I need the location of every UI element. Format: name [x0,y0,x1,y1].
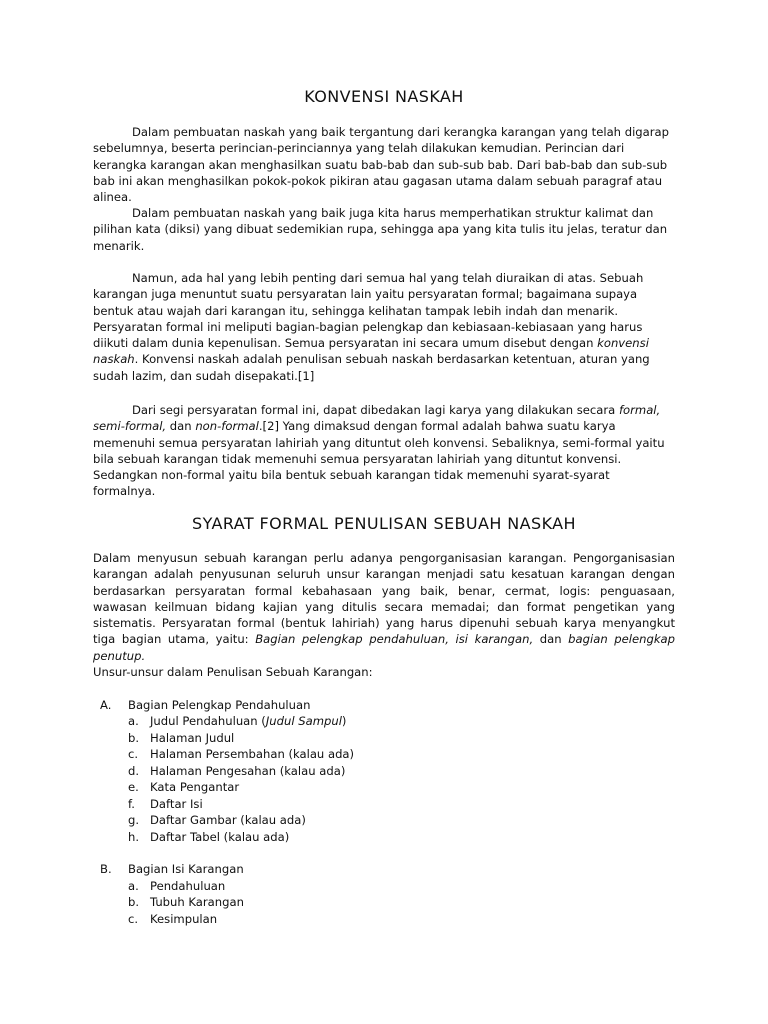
list-letter: h. [128,830,140,844]
list-item-text-end: ) [341,714,347,728]
paragraph-4-text-end: .[2] Yang dimaksud dengan formal adalah bahwa suatu karya memenuhi semua persyaratan lahiriah yang dituntut oleh konvensi. Sebaliknya, semi-formal yaitu bila sebuah karangan tidak memenuhi semua persyaratan lahiriah yang dituntut konvensi. Sedangkan non-formal yaitu bila bentuk sebuah karangan tidak memenuhi syarat-syarat formalnya. [93,419,665,499]
list-item: Tubuh Karangan [150,895,244,909]
paragraph-4-text-mid: dan [166,419,196,434]
list-item: Pendahuluan [150,879,226,893]
paragraph-2: Dalam pembuatan naskah yang baik juga kita harus memperhatikan struktur kalimat dan pilihan kata (diksi) yang dibuat sedemikian rupa, sehingga apa yang kita tulis itu jelas, teratur dan menarik. [93,206,668,253]
section-b-label: Bagian Isi Karangan [128,862,244,876]
list-item: Kesimpulan [150,912,218,926]
paragraph-3-italic: konvensi naskah [93,336,649,367]
list-letter: f. [128,797,135,811]
list-item: Daftar Gambar (kalau ada) [150,813,306,827]
section-title: SYARAT FORMAL PENULISAN SEBUAH NASKAH [192,514,576,533]
unsur-heading: Unsur-unsur dalam Penulisan Sebuah Karangan: [93,665,373,679]
section-a-label: Bagian Pelengkap Pendahuluan [128,698,311,712]
list-letter: e. [128,780,139,794]
paragraph-3 [93,270,675,384]
list-item: Daftar Isi [150,797,203,811]
list-letter: c. [128,912,139,926]
section-b-letter: B. [100,862,112,876]
list-item [150,713,346,729]
paragraph-4-italic-2: non-formal [195,419,259,434]
list-item: Halaman Pengesahan (kalau ada) [150,764,346,778]
paragraph-3-text: Namun, ada hal yang lebih penting dari semua hal yang telah diuraikan di atas. Sebuah karangan juga menuntut suatu persyaratan lain yaitu persyaratan formal; bagaimana supaya bentuk atau wajah dari karangan itu, sehingga kelihatan tampak lebih indah dan menarik. Persyaratan formal ini meliputi bagian-bagian pelengkap dan kebiasaan-kebiasaan yang harus diikuti dalam dunia kepenulisan. Semua persyaratan ini secara umum disebut dengan [93,271,644,351]
list-letter: g. [128,813,140,827]
list-item: Daftar Tabel (kalau ada) [150,830,290,844]
paragraph-3-text-end: . Konvensi naskah adalah penulisan sebuah naskah berdasarkan ketentuan, aturan yang sudah lazim, dan sudah disepakati.[1] [93,352,650,383]
list-letter: d. [128,764,140,778]
list-item-italic: Judul Sampul [265,714,342,728]
list-item: Halaman Judul [150,731,235,745]
paragraph-4-italic-1: formal, semi-formal, [93,403,661,434]
section-a-letter: A. [100,698,112,712]
list-item: Kata Pengantar [150,780,240,794]
paragraph-5 [93,550,675,664]
list-letter: c. [128,747,139,761]
list-letter: a. [128,879,139,893]
list-letter: b. [128,731,140,745]
document-title: KONVENSI NASKAH [304,87,464,106]
paragraph-5-text-mid: dan [533,632,569,647]
paragraph-1: Dalam pembuatan naskah yang baik tergantung dari kerangka karangan yang telah digarap sebelumnya, beserta perincian-perinciannya yang telah dilakukan kemudian. Perincian dari kerangka karangan akan menghasilkan suatu bab-bab dan sub-sub bab. Dari bab-bab dan sub-sub bab ini akan menghasilkan pokok-pokok pikiran atau gagasan utama dalam sebuah paragraf atau alinea. [93,125,669,205]
list-letter: b. [128,895,140,909]
list-letter: a. [128,714,139,728]
paragraph-4 [93,402,675,500]
list-item: Halaman Persembahan (kalau ada) [150,747,355,761]
list-item-text: Judul Pendahuluan ( [150,714,266,728]
paragraph-5-italic-1: Bagian pelengkap pendahuluan, isi karangan, [255,632,534,647]
paragraph-5-italic-2: bagian pelengkap penutup. [93,632,675,663]
paragraph-5-text: Dalam menyusun sebuah karangan perlu adanya pengorganisasian karangan. Pengorganisasian karangan adalah penyusunan seluruh unsur karangan menjadi satu kesatuan karangan dengan berdasarkan persyaratan formal kebahasaan yang baik, benar, cermat, logis: penguasaan, wawasan keilmuan bidang kajian yang ditulis secara memadai; dan format pengetikan yang sistematis. Persyaratan formal (bentuk lahiriah) yang harus dipenuhi sebuah karya menyangkut tiga bagian utama, yaitu: [93,551,675,647]
paragraph-4-text: Dari segi persyaratan formal ini, dapat dibedakan lagi karya yang dilakukan secara [132,403,619,417]
